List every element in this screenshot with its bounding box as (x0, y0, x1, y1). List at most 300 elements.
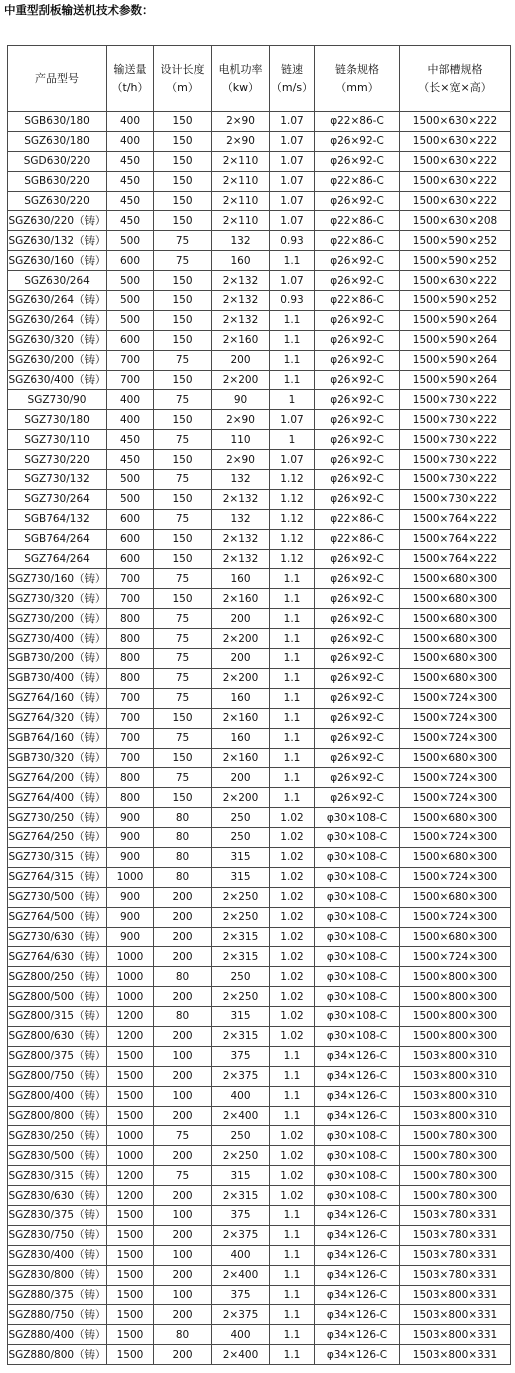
cell-model: SGZ630/220（铸） (8, 211, 107, 231)
cell-design-length: 150 (154, 211, 212, 231)
cell-capacity: 1000 (107, 867, 154, 887)
cell-design-length: 150 (154, 410, 212, 430)
cell-chain-speed: 0.93 (270, 291, 315, 311)
cell-model: SGZ630/400（铸） (8, 370, 107, 390)
table-row (8, 947, 511, 967)
cell-chain-speed: 1.02 (270, 828, 315, 848)
cell-model: SGZ800/400（铸） (8, 1086, 107, 1106)
cell-pan-spec: 1500×630×222 (400, 191, 511, 211)
table-row (8, 1106, 511, 1126)
cell-model: SGZ830/400（铸） (8, 1245, 107, 1265)
cell-capacity: 400 (107, 410, 154, 430)
cell-capacity: 1500 (107, 1205, 154, 1225)
spec-table (7, 45, 511, 1365)
table-row (8, 907, 511, 927)
cell-motor-power: 2×160 (212, 708, 270, 728)
cell-model: SGZ830/750（铸） (8, 1225, 107, 1245)
table-row (8, 370, 511, 390)
cell-model: SGB730/400（铸） (8, 668, 107, 688)
cell-design-length: 150 (154, 191, 212, 211)
cell-chain-spec: φ30×108-C (315, 947, 400, 967)
cell-design-length: 100 (154, 1205, 212, 1225)
cell-pan-spec: 1500×764×222 (400, 509, 511, 529)
cell-design-length: 150 (154, 708, 212, 728)
cell-pan-spec: 1503×780×331 (400, 1225, 511, 1245)
cell-pan-spec: 1500×800×300 (400, 987, 511, 1007)
cell-model: SGZ880/750（铸） (8, 1305, 107, 1325)
cell-pan-spec: 1500×724×300 (400, 867, 511, 887)
cell-motor-power: 2×132 (212, 310, 270, 330)
table-row (8, 1046, 511, 1066)
cell-motor-power: 200 (212, 609, 270, 629)
cell-capacity: 1500 (107, 1066, 154, 1086)
cell-chain-speed: 1.1 (270, 1245, 315, 1265)
cell-chain-speed: 1.1 (270, 251, 315, 271)
cell-chain-speed: 1.1 (270, 1345, 315, 1365)
cell-pan-spec: 1500×780×300 (400, 1146, 511, 1166)
cell-model: SGZ880/375（铸） (8, 1285, 107, 1305)
cell-model: SGZ730/630（铸） (8, 927, 107, 947)
cell-design-length: 100 (154, 1086, 212, 1106)
cell-chain-speed: 0.93 (270, 231, 315, 251)
cell-capacity: 500 (107, 310, 154, 330)
cell-chain-speed: 1.1 (270, 569, 315, 589)
cell-capacity: 700 (107, 589, 154, 609)
cell-motor-power: 375 (212, 1285, 270, 1305)
cell-chain-speed: 1.02 (270, 808, 315, 828)
cell-motor-power: 2×250 (212, 887, 270, 907)
cell-capacity: 1200 (107, 1166, 154, 1186)
cell-model: SGZ630/180 (8, 131, 107, 151)
cell-capacity: 500 (107, 470, 154, 490)
column-header-line: （t/h） (111, 80, 149, 94)
cell-capacity: 1200 (107, 1186, 154, 1206)
cell-motor-power: 2×315 (212, 927, 270, 947)
cell-chain-speed: 1.02 (270, 867, 315, 887)
cell-pan-spec: 1500×724×300 (400, 828, 511, 848)
cell-pan-spec: 1500×680×300 (400, 808, 511, 828)
cell-motor-power: 2×160 (212, 330, 270, 350)
cell-design-length: 80 (154, 867, 212, 887)
cell-chain-speed: 1.1 (270, 370, 315, 390)
cell-chain-spec: φ26×92-C (315, 688, 400, 708)
cell-design-length: 80 (154, 808, 212, 828)
cell-motor-power: 315 (212, 847, 270, 867)
cell-chain-speed: 1.02 (270, 847, 315, 867)
cell-model: SGZ730/110 (8, 430, 107, 450)
cell-capacity: 1500 (107, 1325, 154, 1345)
cell-chain-speed: 1.12 (270, 549, 315, 569)
table-row (8, 1026, 511, 1046)
cell-chain-spec: φ22×86-C (315, 112, 400, 132)
cell-chain-spec: φ26×92-C (315, 768, 400, 788)
cell-chain-spec: φ26×92-C (315, 549, 400, 569)
cell-motor-power: 400 (212, 1325, 270, 1345)
cell-design-length: 80 (154, 847, 212, 867)
table-row (8, 569, 511, 589)
cell-chain-speed: 1.1 (270, 1325, 315, 1345)
cell-design-length: 80 (154, 1007, 212, 1027)
cell-model: SGZ630/264（铸） (8, 310, 107, 330)
table-body (8, 112, 511, 1365)
table-row (8, 131, 511, 151)
cell-chain-spec: φ30×108-C (315, 927, 400, 947)
cell-capacity: 400 (107, 131, 154, 151)
cell-pan-spec: 1500×630×222 (400, 171, 511, 191)
cell-chain-spec: φ34×126-C (315, 1225, 400, 1245)
cell-pan-spec: 1503×800×331 (400, 1345, 511, 1365)
cell-model: SGZ830/630（铸） (8, 1186, 107, 1206)
cell-chain-spec: φ26×92-C (315, 131, 400, 151)
cell-chain-speed: 1.1 (270, 1046, 315, 1066)
table-row (8, 967, 511, 987)
table-row (8, 867, 511, 887)
cell-design-length: 80 (154, 967, 212, 987)
cell-capacity: 1000 (107, 967, 154, 987)
cell-capacity: 700 (107, 708, 154, 728)
cell-chain-speed: 1.1 (270, 350, 315, 370)
cell-design-length: 150 (154, 589, 212, 609)
cell-chain-spec: φ26×92-C (315, 330, 400, 350)
cell-motor-power: 2×90 (212, 450, 270, 470)
cell-chain-speed: 1.1 (270, 589, 315, 609)
cell-chain-spec: φ22×86-C (315, 529, 400, 549)
cell-pan-spec: 1500×680×300 (400, 887, 511, 907)
cell-design-length: 75 (154, 390, 212, 410)
cell-capacity: 450 (107, 151, 154, 171)
cell-model: SGZ630/200（铸） (8, 350, 107, 370)
cell-capacity: 1500 (107, 1106, 154, 1126)
cell-design-length: 75 (154, 251, 212, 271)
cell-model: SGZ764/320（铸） (8, 708, 107, 728)
cell-chain-speed: 1.07 (270, 131, 315, 151)
cell-pan-spec: 1500×724×300 (400, 768, 511, 788)
cell-chain-speed: 1.02 (270, 1146, 315, 1166)
cell-model: SGZ830/315（铸） (8, 1166, 107, 1186)
cell-capacity: 1500 (107, 1086, 154, 1106)
cell-pan-spec: 1500×724×300 (400, 708, 511, 728)
cell-chain-speed: 1.07 (270, 151, 315, 171)
table-row (8, 649, 511, 669)
cell-capacity: 1500 (107, 1225, 154, 1245)
cell-capacity: 1500 (107, 1265, 154, 1285)
cell-pan-spec: 1500×780×300 (400, 1186, 511, 1206)
cell-chain-spec: φ30×108-C (315, 1026, 400, 1046)
cell-design-length: 75 (154, 509, 212, 529)
cell-capacity: 900 (107, 847, 154, 867)
cell-pan-spec: 1500×730×222 (400, 430, 511, 450)
cell-chain-spec: φ26×92-C (315, 788, 400, 808)
table-row (8, 549, 511, 569)
cell-capacity: 700 (107, 688, 154, 708)
table-row (8, 668, 511, 688)
cell-chain-spec: φ26×92-C (315, 310, 400, 330)
cell-model: SGZ830/250（铸） (8, 1126, 107, 1146)
cell-design-length: 150 (154, 291, 212, 311)
cell-chain-spec: φ26×92-C (315, 569, 400, 589)
cell-chain-spec: φ26×92-C (315, 410, 400, 430)
cell-capacity: 500 (107, 271, 154, 291)
cell-chain-speed: 1.1 (270, 1285, 315, 1305)
cell-chain-speed: 1.02 (270, 927, 315, 947)
cell-pan-spec: 1503×800×310 (400, 1066, 511, 1086)
table-row (8, 927, 511, 947)
cell-capacity: 450 (107, 430, 154, 450)
column-header-pan-spec (400, 46, 511, 112)
table-row (8, 1066, 511, 1086)
cell-model: SGZ764/315（铸） (8, 867, 107, 887)
cell-chain-speed: 1.07 (270, 191, 315, 211)
cell-pan-spec: 1500×680×300 (400, 589, 511, 609)
cell-chain-spec: φ26×92-C (315, 708, 400, 728)
table-row (8, 748, 511, 768)
cell-design-length: 75 (154, 629, 212, 649)
cell-motor-power: 132 (212, 509, 270, 529)
cell-chain-speed: 1.1 (270, 629, 315, 649)
cell-model: SGZ630/264 (8, 271, 107, 291)
cell-capacity: 600 (107, 529, 154, 549)
table-row (8, 470, 511, 490)
column-header-line: 链条规格 (335, 63, 379, 77)
table-row (8, 211, 511, 231)
cell-design-length: 200 (154, 907, 212, 927)
cell-chain-spec: φ26×92-C (315, 489, 400, 509)
cell-chain-spec: φ26×92-C (315, 629, 400, 649)
cell-motor-power: 2×132 (212, 271, 270, 291)
column-header-chain-speed (270, 46, 315, 112)
cell-chain-spec: φ34×126-C (315, 1205, 400, 1225)
cell-chain-spec: φ34×126-C (315, 1305, 400, 1325)
cell-pan-spec: 1500×780×300 (400, 1126, 511, 1146)
cell-chain-spec: φ30×108-C (315, 987, 400, 1007)
table-row (8, 688, 511, 708)
cell-motor-power: 2×400 (212, 1265, 270, 1285)
cell-design-length: 75 (154, 609, 212, 629)
cell-motor-power: 2×375 (212, 1305, 270, 1325)
cell-pan-spec: 1500×724×300 (400, 728, 511, 748)
cell-chain-spec: φ34×126-C (315, 1325, 400, 1345)
cell-model: SGB764/160（铸） (8, 728, 107, 748)
cell-motor-power: 2×90 (212, 131, 270, 151)
cell-pan-spec: 1500×590×252 (400, 291, 511, 311)
cell-capacity: 450 (107, 450, 154, 470)
cell-chain-spec: φ30×108-C (315, 1146, 400, 1166)
cell-chain-spec: φ30×108-C (315, 808, 400, 828)
cell-design-length: 200 (154, 887, 212, 907)
table-row (8, 330, 511, 350)
cell-motor-power: 132 (212, 231, 270, 251)
cell-chain-spec: φ26×92-C (315, 450, 400, 470)
cell-model: SGZ730/315（铸） (8, 847, 107, 867)
cell-capacity: 450 (107, 171, 154, 191)
cell-chain-spec: φ34×126-C (315, 1245, 400, 1265)
cell-motor-power: 250 (212, 808, 270, 828)
cell-chain-speed: 1.1 (270, 788, 315, 808)
cell-design-length: 150 (154, 310, 212, 330)
table-row (8, 1126, 511, 1146)
cell-chain-speed: 1.1 (270, 1305, 315, 1325)
cell-design-length: 200 (154, 927, 212, 947)
cell-chain-speed: 1.12 (270, 470, 315, 490)
cell-chain-speed: 1.02 (270, 1026, 315, 1046)
cell-chain-spec: φ30×108-C (315, 887, 400, 907)
cell-design-length: 200 (154, 1106, 212, 1126)
cell-chain-speed: 1.02 (270, 947, 315, 967)
cell-capacity: 800 (107, 788, 154, 808)
cell-capacity: 1000 (107, 947, 154, 967)
cell-motor-power: 200 (212, 649, 270, 669)
cell-chain-spec: φ26×92-C (315, 649, 400, 669)
cell-chain-speed: 1.1 (270, 1086, 315, 1106)
cell-chain-speed: 1.1 (270, 748, 315, 768)
table-row (8, 788, 511, 808)
cell-model: SGZ800/250（铸） (8, 967, 107, 987)
cell-design-length: 75 (154, 430, 212, 450)
cell-pan-spec: 1500×680×300 (400, 629, 511, 649)
cell-pan-spec: 1500×630×208 (400, 211, 511, 231)
cell-design-length: 200 (154, 947, 212, 967)
cell-pan-spec: 1500×800×300 (400, 1026, 511, 1046)
cell-design-length: 75 (154, 649, 212, 669)
cell-pan-spec: 1500×780×300 (400, 1166, 511, 1186)
cell-chain-spec: φ26×92-C (315, 151, 400, 171)
cell-model: SGB630/180 (8, 112, 107, 132)
table-row (8, 450, 511, 470)
table-row (8, 589, 511, 609)
cell-model: SGZ630/132（铸） (8, 231, 107, 251)
cell-chain-speed: 1 (270, 430, 315, 450)
cell-design-length: 75 (154, 569, 212, 589)
cell-chain-speed: 1.07 (270, 211, 315, 231)
cell-design-length: 75 (154, 350, 212, 370)
column-header-line: 中部槽规格 (427, 63, 483, 77)
table-row (8, 112, 511, 132)
cell-motor-power: 2×160 (212, 748, 270, 768)
cell-chain-spec: φ26×92-C (315, 271, 400, 291)
cell-motor-power: 375 (212, 1205, 270, 1225)
cell-pan-spec: 1500×630×222 (400, 131, 511, 151)
cell-model: SGZ630/160（铸） (8, 251, 107, 271)
cell-motor-power: 2×90 (212, 112, 270, 132)
cell-design-length: 150 (154, 788, 212, 808)
table-row (8, 609, 511, 629)
cell-chain-speed: 1.02 (270, 1007, 315, 1027)
cell-pan-spec: 1503×780×331 (400, 1245, 511, 1265)
cell-design-length: 150 (154, 112, 212, 132)
table-row (8, 251, 511, 271)
cell-chain-spec: φ22×86-C (315, 231, 400, 251)
column-header-capacity (107, 46, 154, 112)
cell-capacity: 800 (107, 649, 154, 669)
cell-design-length: 75 (154, 231, 212, 251)
cell-motor-power: 375 (212, 1046, 270, 1066)
cell-chain-speed: 1.1 (270, 708, 315, 728)
cell-chain-spec: φ34×126-C (315, 1106, 400, 1126)
cell-chain-speed: 1.02 (270, 1186, 315, 1206)
table-row (8, 1305, 511, 1325)
cell-capacity: 900 (107, 907, 154, 927)
cell-motor-power: 2×90 (212, 410, 270, 430)
cell-capacity: 450 (107, 211, 154, 231)
cell-pan-spec: 1500×680×300 (400, 668, 511, 688)
cell-chain-speed: 1.1 (270, 1066, 315, 1086)
cell-model: SGB630/220 (8, 171, 107, 191)
table-row (8, 1245, 511, 1265)
table-row (8, 887, 511, 907)
cell-model: SGZ764/160（铸） (8, 688, 107, 708)
cell-capacity: 1000 (107, 1126, 154, 1146)
cell-capacity: 700 (107, 748, 154, 768)
cell-capacity: 1000 (107, 1146, 154, 1166)
cell-motor-power: 160 (212, 728, 270, 748)
column-header-line: 电机功率 (218, 63, 263, 77)
table-row (8, 489, 511, 509)
cell-chain-spec: φ34×126-C (315, 1066, 400, 1086)
cell-model: SGB764/132 (8, 509, 107, 529)
table-row (8, 390, 511, 410)
cell-chain-speed: 1.1 (270, 668, 315, 688)
table-row (8, 1166, 511, 1186)
cell-chain-spec: φ26×92-C (315, 589, 400, 609)
cell-capacity: 800 (107, 629, 154, 649)
cell-chain-speed: 1.1 (270, 330, 315, 350)
cell-design-length: 80 (154, 828, 212, 848)
cell-capacity: 700 (107, 370, 154, 390)
cell-design-length: 150 (154, 529, 212, 549)
cell-chain-spec: φ22×86-C (315, 509, 400, 529)
cell-model: SGB730/200（铸） (8, 649, 107, 669)
cell-motor-power: 2×110 (212, 171, 270, 191)
cell-model: SGZ764/400（铸） (8, 788, 107, 808)
cell-pan-spec: 1503×800×331 (400, 1305, 511, 1325)
cell-pan-spec: 1500×724×300 (400, 907, 511, 927)
table-row (8, 828, 511, 848)
cell-model: SGZ880/400（铸） (8, 1325, 107, 1345)
cell-chain-spec: φ34×126-C (315, 1345, 400, 1365)
cell-design-length: 100 (154, 1285, 212, 1305)
cell-chain-spec: φ26×92-C (315, 390, 400, 410)
table-row (8, 529, 511, 549)
cell-model: SGZ764/250（铸） (8, 828, 107, 848)
cell-chain-spec: φ26×92-C (315, 251, 400, 271)
cell-model: SGZ730/90 (8, 390, 107, 410)
cell-design-length: 75 (154, 688, 212, 708)
cell-chain-spec: φ26×92-C (315, 370, 400, 390)
cell-design-length: 200 (154, 1305, 212, 1325)
cell-pan-spec: 1503×800×310 (400, 1106, 511, 1126)
table-row (8, 1186, 511, 1206)
cell-capacity: 1200 (107, 1026, 154, 1046)
cell-chain-spec: φ30×108-C (315, 867, 400, 887)
cell-motor-power: 2×110 (212, 191, 270, 211)
cell-capacity: 900 (107, 828, 154, 848)
cell-chain-speed: 1.07 (270, 450, 315, 470)
cell-motor-power: 160 (212, 569, 270, 589)
cell-motor-power: 2×132 (212, 489, 270, 509)
cell-pan-spec: 1503×800×331 (400, 1325, 511, 1345)
cell-capacity: 600 (107, 509, 154, 529)
table-row (8, 768, 511, 788)
cell-capacity: 600 (107, 330, 154, 350)
cell-chain-spec: φ26×92-C (315, 430, 400, 450)
cell-design-length: 75 (154, 470, 212, 490)
cell-pan-spec: 1500×630×222 (400, 151, 511, 171)
cell-model: SGB764/264 (8, 529, 107, 549)
cell-capacity: 800 (107, 668, 154, 688)
cell-model: SGZ830/500（铸） (8, 1146, 107, 1166)
cell-model: SGZ730/264 (8, 489, 107, 509)
table-row (8, 629, 511, 649)
